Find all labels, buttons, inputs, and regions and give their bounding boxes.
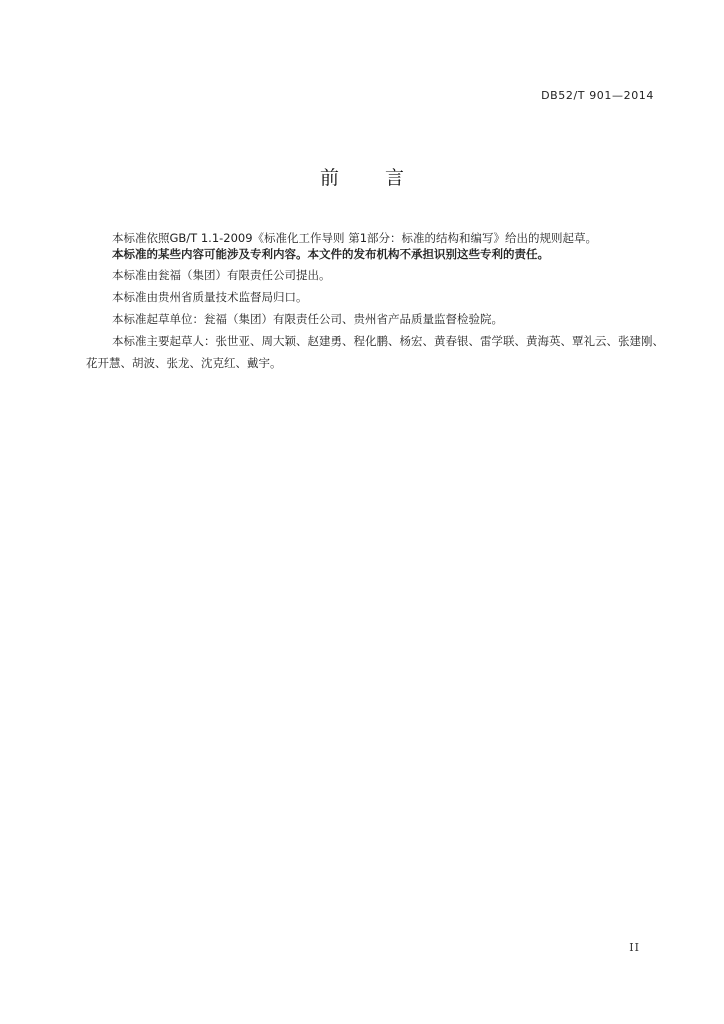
- page-title: [0, 163, 724, 190]
- page-number: II: [629, 941, 640, 954]
- paragraph-patent-notice: 本标准的某些内容可能涉及专利内容。本文件的发布机构不承担识别这些专利的责任。: [112, 247, 549, 261]
- standard-code: DB52/T 901—2014: [541, 89, 654, 102]
- paragraph-proposer: 本标准由瓮福（集团）有限责任公司提出。: [112, 268, 331, 282]
- paragraph-drafters: 本标准主要起草人：张世亚、周大颖、赵建勇、程化鹏、杨宏、黄春银、雷学联、黄海英、覃礼云、张建刚、花开慧、胡波、张龙、沈克红、戴宇。: [86, 334, 664, 370]
- paragraph-administrator: 本标准由贵州省质量技术监督局归口。: [112, 290, 308, 304]
- foreword-body: [86, 227, 666, 374]
- paragraph-drafting-rules: 本标准依照GB/T 1.1-2009《标准化工作导则 第1部分：标准的结构和编写》给出的规则起草。: [112, 231, 598, 245]
- paragraph-drafting-units: 本标准起草单位：瓮福（集团）有限责任公司、贵州省产品质量监督检验院。: [112, 312, 503, 326]
- title-char-1: 前: [319, 167, 339, 189]
- title-char-2: 言: [385, 167, 405, 189]
